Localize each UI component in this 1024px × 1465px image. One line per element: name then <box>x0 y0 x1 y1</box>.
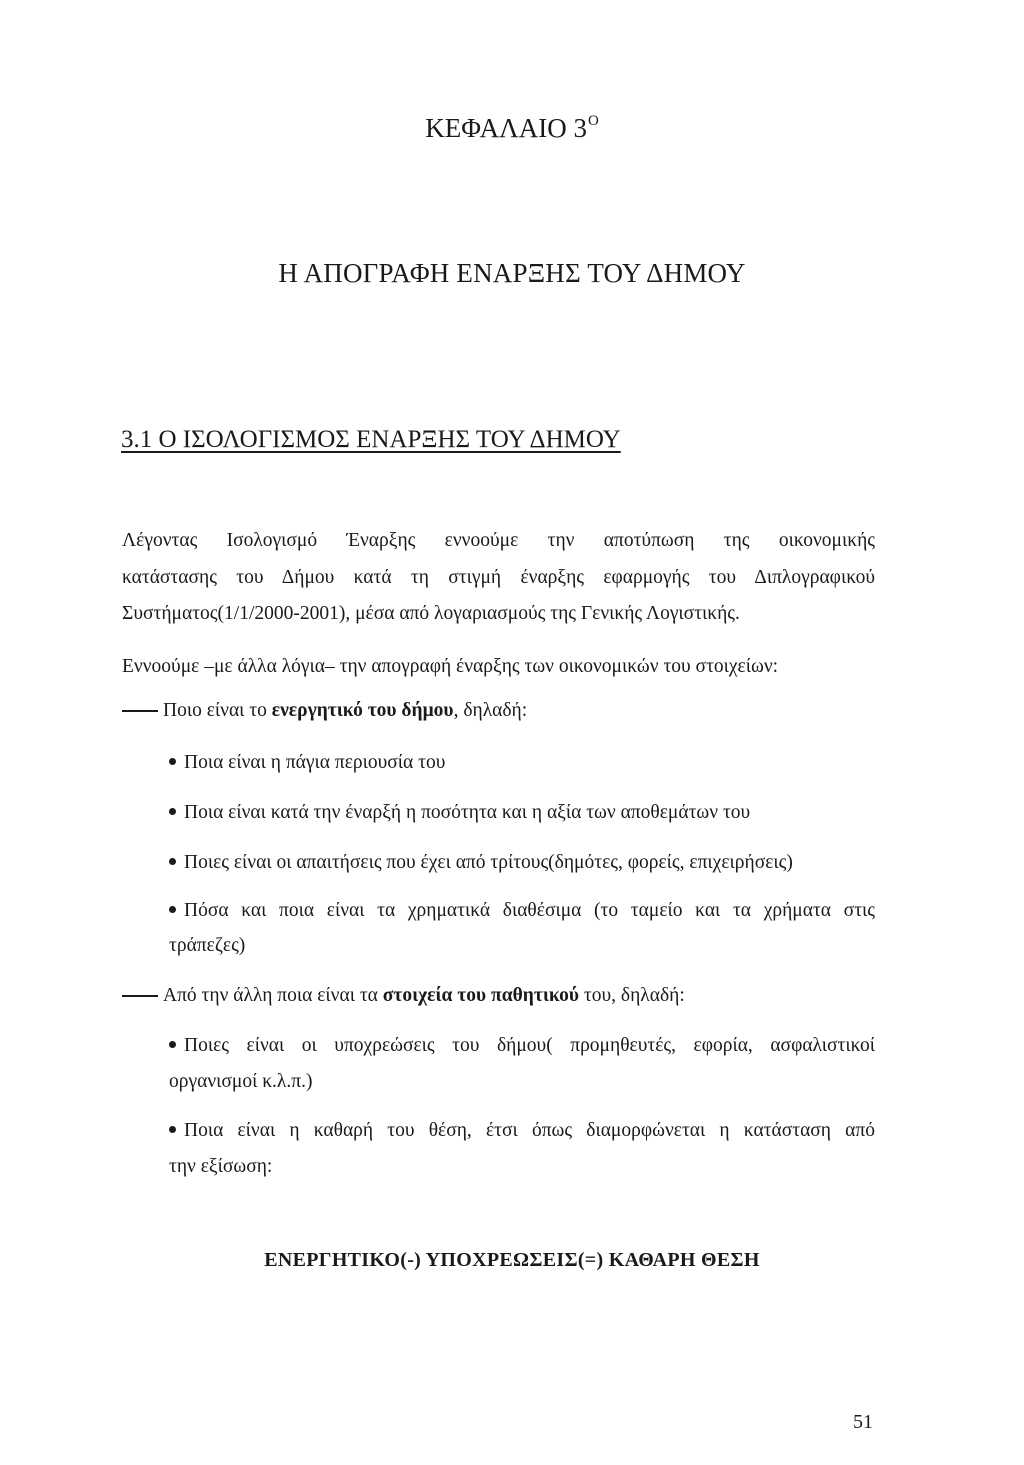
bullet-dot <box>169 1126 176 1133</box>
liability-item-obligations <box>169 1035 875 1057</box>
intro-line-2: κατάστασης του Δήμου κατά τη στιγμή έναρξης εφαρμογής του Διπλογραφικού <box>122 567 875 588</box>
liability-item-net-position <box>169 1120 875 1142</box>
liability-item-obligations-line-2: οργανισμοί κ.λ.π.) <box>169 1071 313 1092</box>
bullet-dot <box>169 858 176 865</box>
section-heading: 3.1 Ο ΙΣΟΛΟΓΙΣΜΟΣ ΕΝΑΡΞΗΣ ΤΟΥ ΔΗΜΟΥ <box>121 426 621 453</box>
dash-mark <box>122 710 158 712</box>
liability-item-obligations-line-1: Ποιες είναι οι υποχρεώσεις του δήμου( προμηθευτές, εφορία, ασφαλιστικοί <box>184 1035 875 1056</box>
bullet-dot <box>169 1041 176 1048</box>
assets-question-pre: Ποιο είναι το <box>163 700 272 721</box>
bullet-dot <box>169 906 176 913</box>
liabilities-question-post: του, δηλαδή: <box>579 985 685 1006</box>
intro-line-3: Συστήματος(1/1/2000-2001), μέσα από λογαριασμούς της Γενικής Λογιστικής. <box>122 603 740 624</box>
chapter-subtitle: Η ΑΠΟΓΡΑΦΗ ΕΝΑΡΞΗΣ ΤΟΥ ΔΗΜΟΥ <box>278 258 746 288</box>
asset-item-cash-line-2: τράπεζες) <box>169 935 246 956</box>
liabilities-question-bold: στοιχεία του παθητικού <box>382 985 580 1006</box>
equation: ΕΝΕΡΓΗΤΙΚΟ(-) ΥΠΟΧΡΕΩΣΕΙΣ(=) ΚΑΘΑΡΗ ΘΕΣΗ <box>264 1249 760 1271</box>
liability-item-net-position-line-1: Ποια είναι η καθαρή του θέση, έτσι όπως διαμορφώνεται η κατάσταση από <box>184 1120 875 1141</box>
chapter-title <box>0 113 1024 144</box>
liabilities-question-pre: Από την άλλη ποια είναι τα <box>163 985 383 1006</box>
asset-item-inventory-text: Ποια είναι κατά την έναρξή η ποσότητα και η αξία των αποθεμάτων του <box>184 802 751 823</box>
assets-question-post: , δηλαδή: <box>453 700 528 721</box>
asset-item-cash <box>169 900 875 922</box>
bullet-dot <box>169 808 176 815</box>
asset-item-cash-line-1: Πόσα και ποια είναι τα χρηματικά διαθέσιμα (το ταμείο και τα χρήματα στις <box>184 900 875 921</box>
assets-question <box>122 700 527 722</box>
dash-mark <box>122 995 158 997</box>
intro-line-1: Λέγοντας Ισολογισμό Έναρξης εννοούμε την αποτύπωση της οικονομικής <box>122 530 875 551</box>
liabilities-question <box>122 985 685 1007</box>
liability-item-net-position-line-2: την εξίσωση: <box>169 1156 273 1177</box>
asset-item-fixed <box>169 752 445 774</box>
chapter-superscript: Ο <box>587 113 599 129</box>
chapter-title-text: ΚΕΦΑΛΑΙΟ 3 <box>425 113 587 143</box>
page-number: 51 <box>853 1411 873 1433</box>
asset-item-receivables <box>169 852 793 874</box>
explain-line: Εννοούμε –με άλλα λόγια– την απογραφή έναρξης των οικονομικών του στοιχείων: <box>122 656 779 677</box>
asset-item-receivables-text: Ποιες είναι οι απαιτήσεις που έχει από τρίτους(δημότες, φορείς, επιχειρήσεις) <box>184 852 793 873</box>
assets-question-bold: ενεργητικό του δήμου <box>271 700 454 721</box>
bullet-dot <box>169 758 176 765</box>
asset-item-fixed-text: Ποια είναι η πάγια περιουσία του <box>184 752 446 773</box>
asset-item-inventory <box>169 802 750 824</box>
